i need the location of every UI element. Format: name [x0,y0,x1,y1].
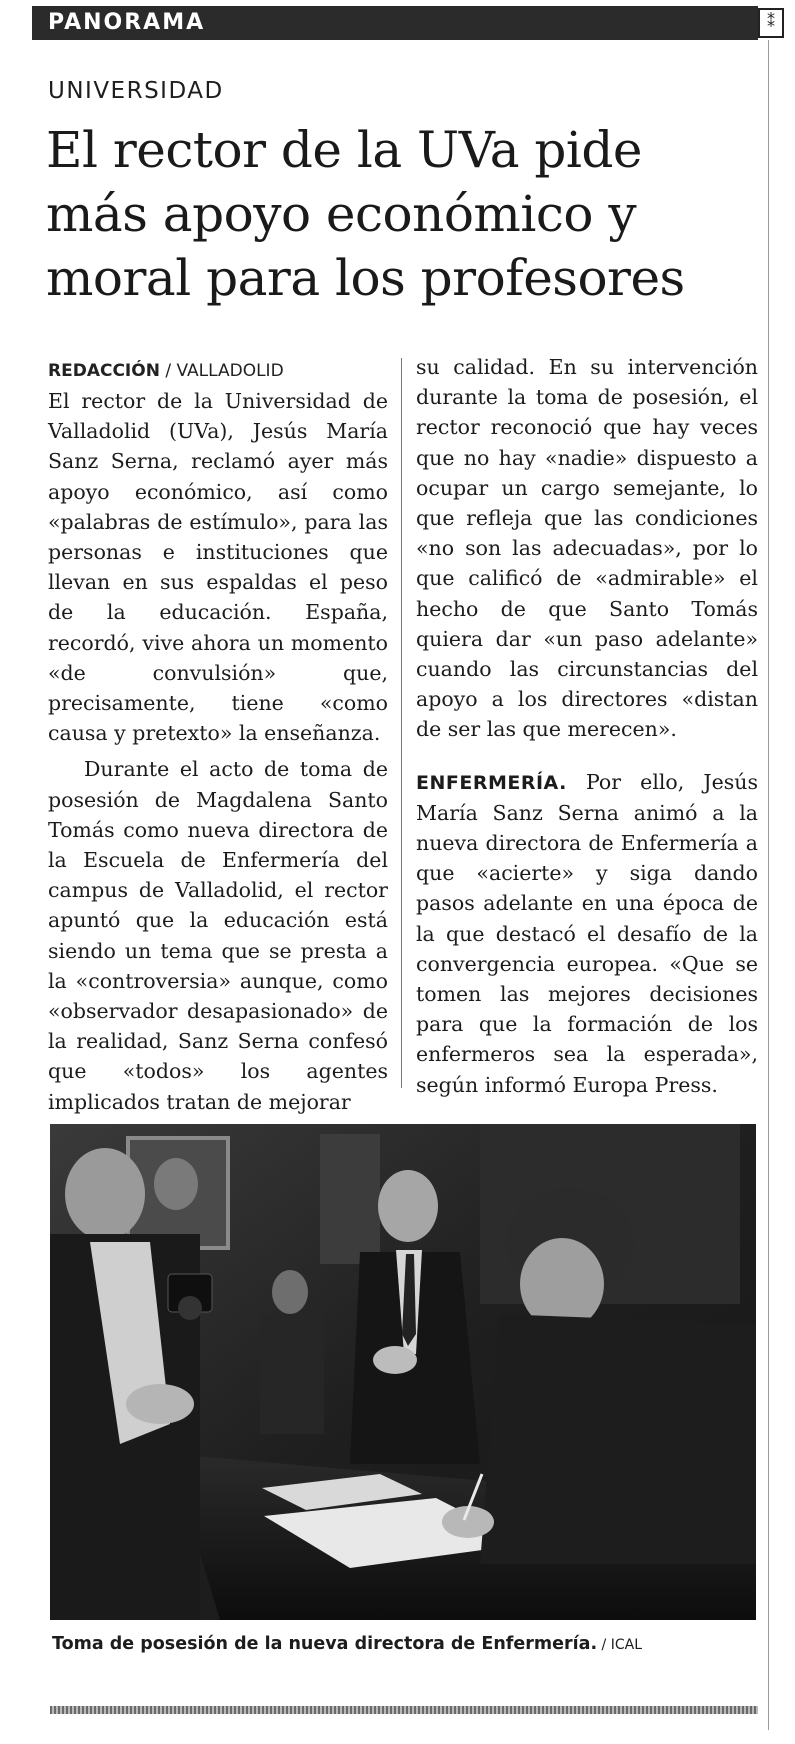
article-paragraph-2-continued: su calidad. En su intervención durante la toma de posesión, el rector reconoció que hay veces que no hay «nadie» dispuesto a ocupar un cargo semejante, lo que refleja que las condiciones «no son las adecuadas», por lo que calificó de «admirable» el hecho de que Santo Tomás quiera dar «un paso adelante» cuando las circunstancias del apoyo a los directores «distan de ser las que merecen». [416,355,758,742]
page-corner-icon: ⁑ [758,8,784,38]
article-paragraph-2: Durante el acto de toma de posesión de Magdalena Santo Tomás como nueva directora de la Escuela de Enfermería del campus de Valladolid, el rector apuntó que la educación está siendo un tema que se presta a la «controversia» aunque, como «observador desapasionado» de la realidad, Sanz Serna confesó que «todos» los agentes implicados tratan de mejorar [48,757,388,1114]
wall-panel [320,1134,380,1264]
background-woman-head [272,1270,308,1314]
column-divider [401,358,402,1088]
article-headline: El rector de la UVa pide más apoyo económico y moral para los profesores [46,121,685,307]
center-man-hands [373,1346,417,1374]
signing-woman-body [480,1314,756,1564]
section-header: PANORAMA [32,6,758,40]
article-subhead: ENFERMERÍA. [416,771,567,794]
article-kicker: UNIVERSIDAD [48,78,224,104]
news-photo-illustration [50,1124,756,1620]
article-paragraph-1: El rector de la Universidad de Valladolid (UVa), Jesús María Sanz Serna, reclamó ayer más apoyo económico, así como «palabras de estímulo», para las personas e instituciones que llevan en sus espaldas el peso de la educación. España, recordó, vive ahora un momento «de convulsión» que, precisamente, tiene «como causa y pretexto» la enseñanza. [48,389,388,746]
article-column-right [416,352,758,1100]
bottom-rule [50,1706,758,1714]
byline-agency: REDACCIÓN [48,361,160,381]
byline-separator: / [159,361,177,381]
page-edge-rule [768,40,769,1730]
left-man-head [65,1148,145,1240]
article-paragraph-3 [416,767,758,1100]
photo-caption-text: Toma de posesión de la nueva directora de Enfermería. [52,1634,598,1654]
center-man-head [378,1170,438,1242]
photo-caption [52,1634,758,1654]
article-column-left [48,356,388,1117]
news-photo [50,1124,756,1620]
camera-lens [178,1296,202,1320]
byline-city: VALLADOLID [176,361,284,381]
painting-figure [154,1158,198,1210]
article-paragraph-3-text: Por ello, Jesús María Sanz Serna animó a la nueva directora de Enfermería a que «acierte» y siga dando pasos adelante en una época de la que destacó el desafío de la convergencia europea. «Que se tomen las mejores decisiones para que la formación de los enfermeros sea la esperada», según informó Europa Press. [416,769,758,1097]
background-woman-body [260,1314,324,1434]
left-man-hands [126,1384,194,1424]
photo-credit: / ICAL [597,1637,642,1653]
article-byline [48,356,388,386]
